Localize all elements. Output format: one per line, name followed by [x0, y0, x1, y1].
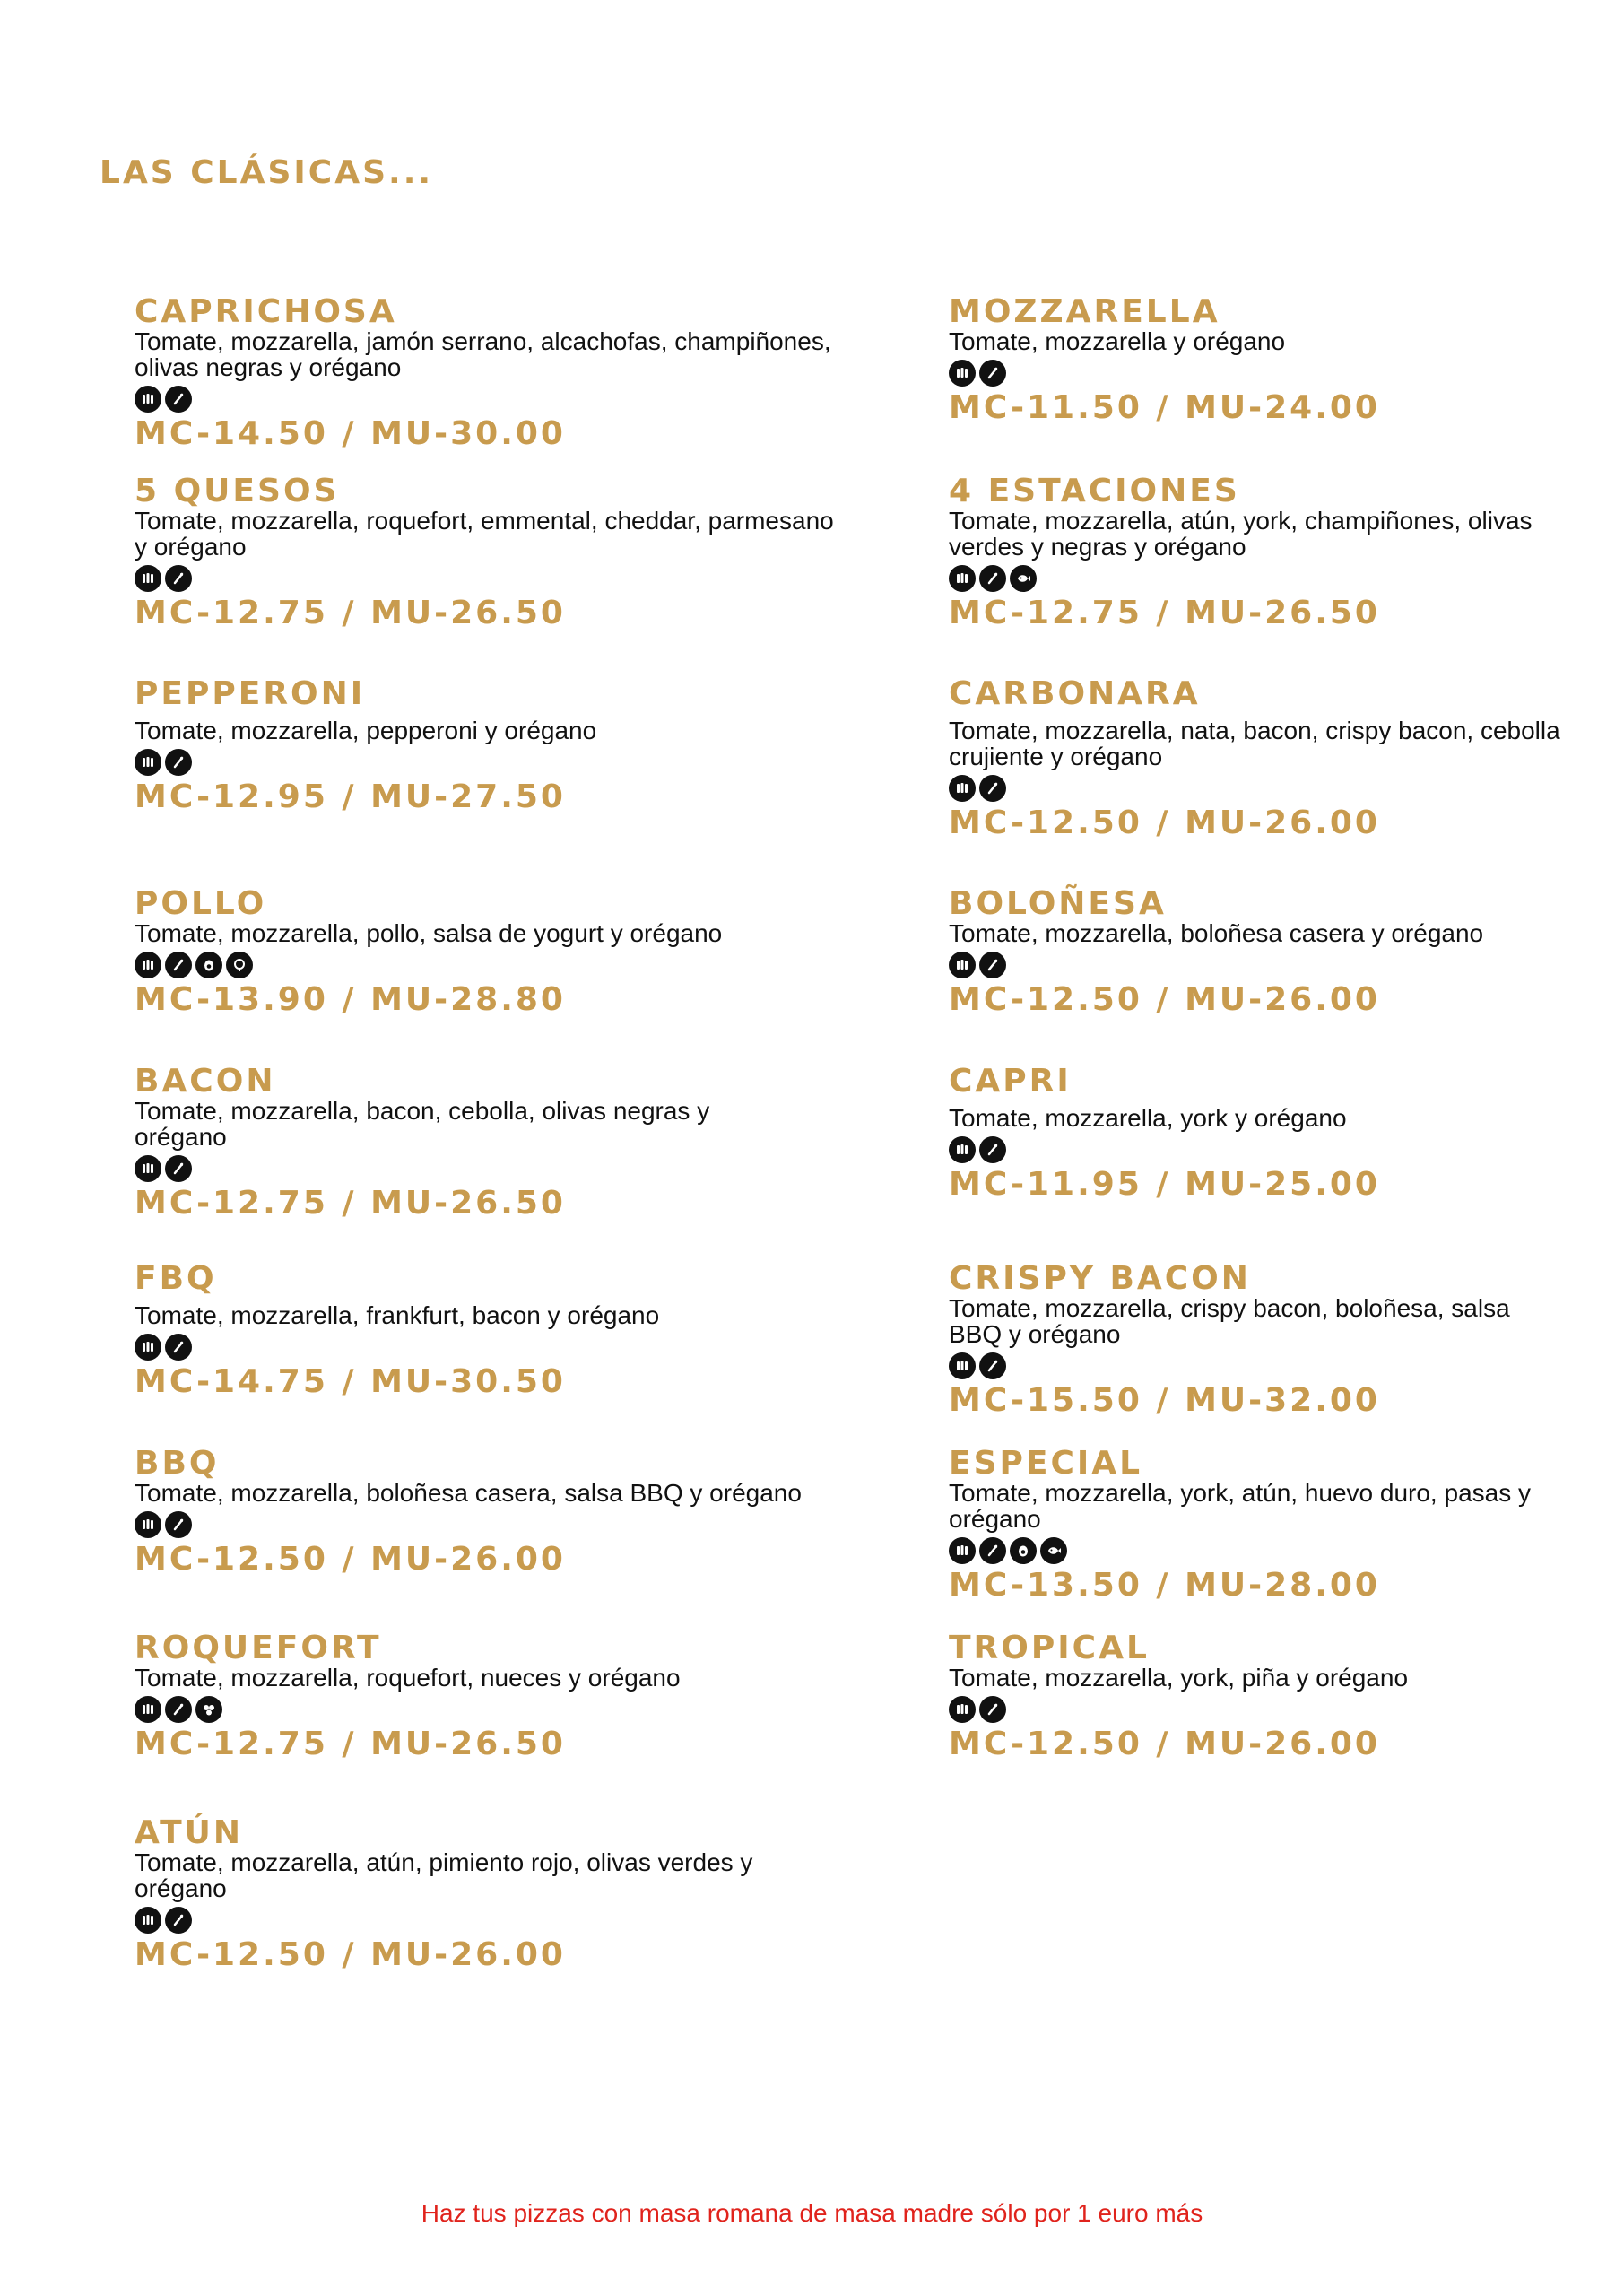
- item-description: Tomate, mozzarella, crispy bacon, boloñesa, salsa BBQ y orégano: [949, 1294, 1510, 1348]
- item-name: CAPRI: [949, 1063, 1072, 1100]
- item-price: MC-12.50 / MU-26.00: [949, 981, 1380, 1018]
- item-name: MOZZARELLA: [949, 293, 1220, 330]
- item-description: Tomate, mozzarella, pollo, salsa de yogurt y orégano: [135, 919, 723, 947]
- gluten-icon: [949, 1537, 976, 1564]
- section-title: LAS CLÁSICAS...: [100, 154, 434, 191]
- gluten-icon: [949, 952, 976, 978]
- menu-item: [135, 1260, 852, 1400]
- allergen-icons: [949, 952, 1576, 978]
- allergen-icons: [135, 952, 852, 978]
- item-name: BBQ: [135, 1445, 220, 1482]
- item-description: Tomate, mozzarella, york, piña y orégano: [949, 1664, 1409, 1692]
- item-price: MC-12.75 / MU-26.50: [135, 1726, 566, 1762]
- milk-icon: [979, 1696, 1006, 1723]
- gluten-icon: [135, 1907, 161, 1934]
- item-description: Tomate, mozzarella, atún, pimiento rojo, olivas verdes y orégano: [135, 1848, 753, 1902]
- menu-item: [949, 1632, 1576, 1761]
- item-name: CRISPY BACON: [949, 1260, 1251, 1297]
- item-price: MC-14.50 / MU-30.00: [135, 415, 566, 452]
- item-name: ATÚN: [135, 1814, 243, 1851]
- menu-item: [135, 885, 852, 1018]
- menu-item: [135, 1065, 852, 1220]
- allergen-icons: [949, 1537, 1576, 1564]
- item-price: MC-12.50 / MU-26.00: [135, 1936, 566, 1973]
- item-description: Tomate, mozzarella, boloñesa casera, salsa BBQ y orégano: [135, 1479, 802, 1507]
- item-price: MC-12.50 / MU-26.00: [949, 1726, 1380, 1762]
- item-name: ROQUEFORT: [135, 1630, 382, 1666]
- menu-item: [949, 1445, 1576, 1604]
- mustard-icon: [226, 952, 253, 978]
- milk-icon: [165, 1511, 192, 1538]
- menu-item: [949, 293, 1576, 426]
- fish-icon: [1010, 565, 1037, 592]
- milk-icon: [165, 1696, 192, 1723]
- item-description: Tomate, mozzarella, nata, bacon, crispy bacon, cebolla crujiente y orégano: [949, 717, 1560, 770]
- menu-item: [135, 675, 852, 815]
- item-price: MC-13.90 / MU-28.80: [135, 981, 566, 1018]
- gluten-icon: [949, 1136, 976, 1163]
- menu-item: [949, 885, 1576, 1018]
- gluten-icon: [135, 386, 161, 413]
- allergen-icons: [949, 360, 1576, 387]
- item-price: MC-11.95 / MU-25.00: [949, 1166, 1380, 1203]
- gluten-icon: [949, 1352, 976, 1379]
- menu-item: [949, 675, 1576, 841]
- item-price: MC-12.95 / MU-27.50: [135, 778, 566, 815]
- milk-icon: [979, 1136, 1006, 1163]
- footer-note: Haz tus pizzas con masa romana de masa madre sólo por 1 euro más: [421, 2199, 1203, 2227]
- allergen-icons: [135, 386, 852, 413]
- menu-item: [135, 1632, 852, 1761]
- item-price: MC-11.50 / MU-24.00: [949, 389, 1380, 426]
- milk-icon: [979, 1352, 1006, 1379]
- menu-item: [135, 1814, 852, 1973]
- item-price: MC-12.50 / MU-26.00: [949, 804, 1380, 841]
- item-name: FBQ: [135, 1260, 217, 1297]
- milk-icon: [165, 749, 192, 776]
- item-name: CARBONARA: [949, 675, 1201, 712]
- item-description: Tomate, mozzarella, atún, york, champiñones, olivas verdes y negras y orégano: [949, 507, 1533, 561]
- milk-icon: [165, 386, 192, 413]
- milk-icon: [165, 952, 192, 978]
- milk-icon: [979, 775, 1006, 802]
- item-price: MC-12.75 / MU-26.50: [949, 595, 1380, 631]
- item-price: MC-12.75 / MU-26.50: [135, 595, 566, 631]
- gluten-icon: [949, 775, 976, 802]
- allergen-icons: [135, 565, 852, 592]
- item-name: 4 ESTACIONES: [949, 473, 1240, 509]
- milk-icon: [165, 1155, 192, 1182]
- menu-item: [949, 475, 1576, 630]
- item-name: ESPECIAL: [949, 1445, 1143, 1482]
- item-name: 5 QUESOS: [135, 473, 340, 509]
- item-name: POLLO: [135, 885, 267, 922]
- gluten-icon: [135, 952, 161, 978]
- menu-item: [135, 1445, 852, 1578]
- allergen-icons: [135, 1155, 852, 1182]
- egg-icon: [195, 952, 222, 978]
- item-name: PEPPERONI: [135, 675, 366, 712]
- milk-icon: [979, 1537, 1006, 1564]
- item-description: Tomate, mozzarella, roquefort, emmental, cheddar, parmesano y orégano: [135, 507, 834, 561]
- milk-icon: [165, 1907, 192, 1934]
- item-description: Tomate, mozzarella, boloñesa casera y orégano: [949, 919, 1484, 947]
- item-description: Tomate, mozzarella, jamón serrano, alcachofas, champiñones, olivas negras y orégano: [135, 327, 831, 381]
- menu-item: [949, 1065, 1576, 1201]
- item-name: TROPICAL: [949, 1630, 1150, 1666]
- item-price: MC-12.50 / MU-26.00: [135, 1541, 566, 1578]
- gluten-icon: [135, 1155, 161, 1182]
- gluten-icon: [135, 1511, 161, 1538]
- gluten-icon: [135, 1334, 161, 1361]
- item-description: Tomate, mozzarella, york y orégano: [949, 1104, 1347, 1132]
- menu-item: [949, 1260, 1576, 1419]
- allergen-icons: [135, 1511, 852, 1538]
- allergen-icons: [949, 1136, 1576, 1163]
- allergen-icons: [949, 775, 1576, 802]
- allergen-icons: [949, 1696, 1576, 1723]
- allergen-icons: [135, 1334, 852, 1361]
- allergen-icons: [135, 1696, 852, 1723]
- nuts-icon: [195, 1696, 222, 1723]
- item-price: MC-15.50 / MU-32.00: [949, 1382, 1380, 1419]
- allergen-icons: [135, 1907, 852, 1934]
- item-price: MC-14.75 / MU-30.50: [135, 1363, 566, 1400]
- gluten-icon: [135, 565, 161, 592]
- fish-icon: [1040, 1537, 1067, 1564]
- menu-item: [135, 293, 852, 452]
- item-price: MC-12.75 / MU-26.50: [135, 1185, 566, 1222]
- gluten-icon: [949, 360, 976, 387]
- gluten-icon: [135, 749, 161, 776]
- allergen-icons: [949, 1352, 1576, 1379]
- item-description: Tomate, mozzarella, frankfurt, bacon y orégano: [135, 1301, 660, 1329]
- milk-icon: [979, 565, 1006, 592]
- item-description: Tomate, mozzarella, york, atún, huevo duro, pasas y orégano: [949, 1479, 1531, 1533]
- item-price: MC-13.50 / MU-28.00: [949, 1567, 1380, 1604]
- allergen-icons: [949, 565, 1576, 592]
- menu-item: [135, 475, 852, 630]
- gluten-icon: [949, 565, 976, 592]
- item-description: Tomate, mozzarella, bacon, cebolla, olivas negras y orégano: [135, 1097, 710, 1151]
- item-description: Tomate, mozzarella, roquefort, nueces y orégano: [135, 1664, 681, 1692]
- item-description: Tomate, mozzarella y orégano: [949, 327, 1286, 355]
- milk-icon: [979, 952, 1006, 978]
- item-description: Tomate, mozzarella, pepperoni y orégano: [135, 717, 597, 744]
- egg-icon: [1010, 1537, 1037, 1564]
- item-name: BACON: [135, 1063, 276, 1100]
- gluten-icon: [949, 1696, 976, 1723]
- item-name: BOLOÑESA: [949, 885, 1167, 922]
- allergen-icons: [135, 749, 852, 776]
- milk-icon: [165, 1334, 192, 1361]
- milk-icon: [165, 565, 192, 592]
- milk-icon: [979, 360, 1006, 387]
- gluten-icon: [135, 1696, 161, 1723]
- item-name: CAPRICHOSA: [135, 293, 397, 330]
